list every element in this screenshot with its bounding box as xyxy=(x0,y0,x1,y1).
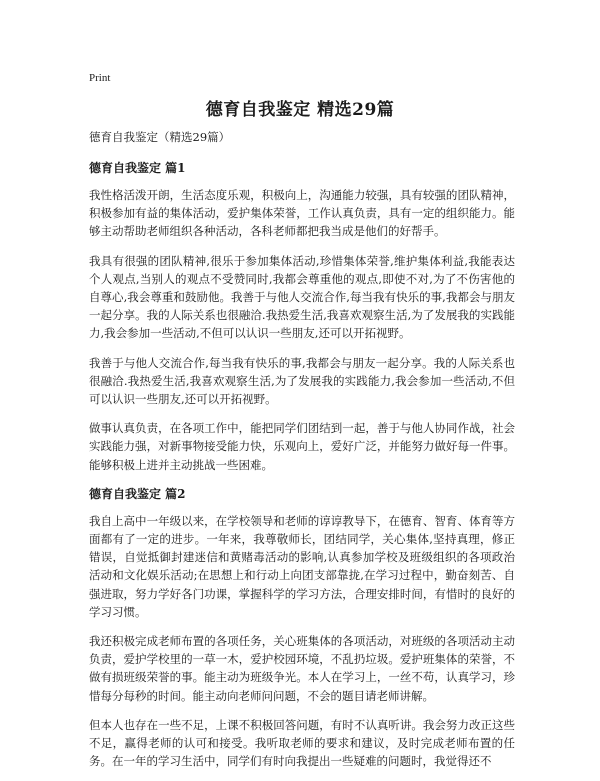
paragraph: 我性格活泼开朗，生活态度乐观，积极向上，沟通能力较强，具有较强的团队精神，积极参加有益的集体活动，爱护集体荣誉，工作认真负责，具有一定的组织能力。能够主动帮助老师组织各种活动，各科老师都把我当成是他们的好帮手。 xyxy=(89,188,515,239)
paragraph: 我善于与他人交流合作,每当我有快乐的事,我都会与朋友一起分享。我的人际关系也很融洽.我热爱生活,我喜欢观察生活,为了发展我的实践能力,我会参加一些活动,不但可以认识一些朋友,还可以开拓视野。 xyxy=(89,355,515,407)
paragraph: 但本人也存在一些不足，上课不积极回答问题，有时不认真听讲。我会努力改正这些不足，赢得老师的认可和接受。我听取老师的要求和建议，及时完成老师布置的任务。在一年的学习生活中，同学们有时向我提出一些疑难的问题时，我觉得还不 xyxy=(89,717,515,769)
section-heading: 德育自我鉴定 篇2 xyxy=(89,486,186,501)
document-body xyxy=(89,128,515,781)
paragraph: 我还积极完成老师布置的各项任务，关心班集体的各项活动，对班级的各项活动主动负责，爱护学校里的一草一木，爱护校园环境，不乱扔垃圾。爱护班集体的荣誉，不做有损班级荣誉的事。能主动为班级争光。本人在学习上，一丝不苟，认真学习，珍惜每分每秒的时间。能主动向老师问问题，不会的题目请老师讲解。 xyxy=(89,634,515,703)
section-heading: 德育自我鉴定 篇1 xyxy=(89,161,186,175)
section-2 xyxy=(89,485,515,771)
paragraph: 我自上高中一年级以来，在学校领导和老师的谆谆教导下，在德育、智育、体育等方面都有了一定的进步。一年来，我尊敬师长，团结同学，关心集体,坚持真理，修正错误，自觉抵御封建迷信和黄赌毒活动的影响,认真参加学校及班级组织的各项政治活动和文化娱乐活动;在思想上和行动上向团支部靠拢,在学习过程中，勤奋刻苦、自强进取，努力学好各门功课，掌握科学的学习方法，合理安排时间，有惜时的良好的学习习惯。 xyxy=(89,513,515,619)
print-link[interactable]: Print xyxy=(89,72,111,84)
paragraph: 做事认真负责，在各项工作中，能把同学们团结到一起，善于与他人协同作战，社会实践能力强，对新事物接受能力快，乐观向上，爱好广泛，并能努力做好每一件事。能够积极上进并主动挑战一些困难。 xyxy=(89,421,515,472)
section-1 xyxy=(89,159,515,474)
document-subtitle: 德育自我鉴定（精选29篇） xyxy=(89,130,231,144)
page-title: 德育自我鉴定 精选29篇 xyxy=(205,100,395,120)
paragraph: 我具有很强的团队精神,很乐于参加集体活动,珍惜集体荣誉,维护集体利益,我能表达个人观点,当别人的观点不受赞同时,我都会尊重他的观点,即使不对,为了不伤害他的自尊心,我会尊重和鼓励他。我善于与他人交流合作,每当我有快乐的事,我都会与朋友一起分享。我的人际关系也很融洽.我热爱生活,我喜欢观察生活,为了发展我的实践能力,我会参加一些活动,不但可以认识一些朋友,还可以开拓视野。 xyxy=(89,253,515,341)
